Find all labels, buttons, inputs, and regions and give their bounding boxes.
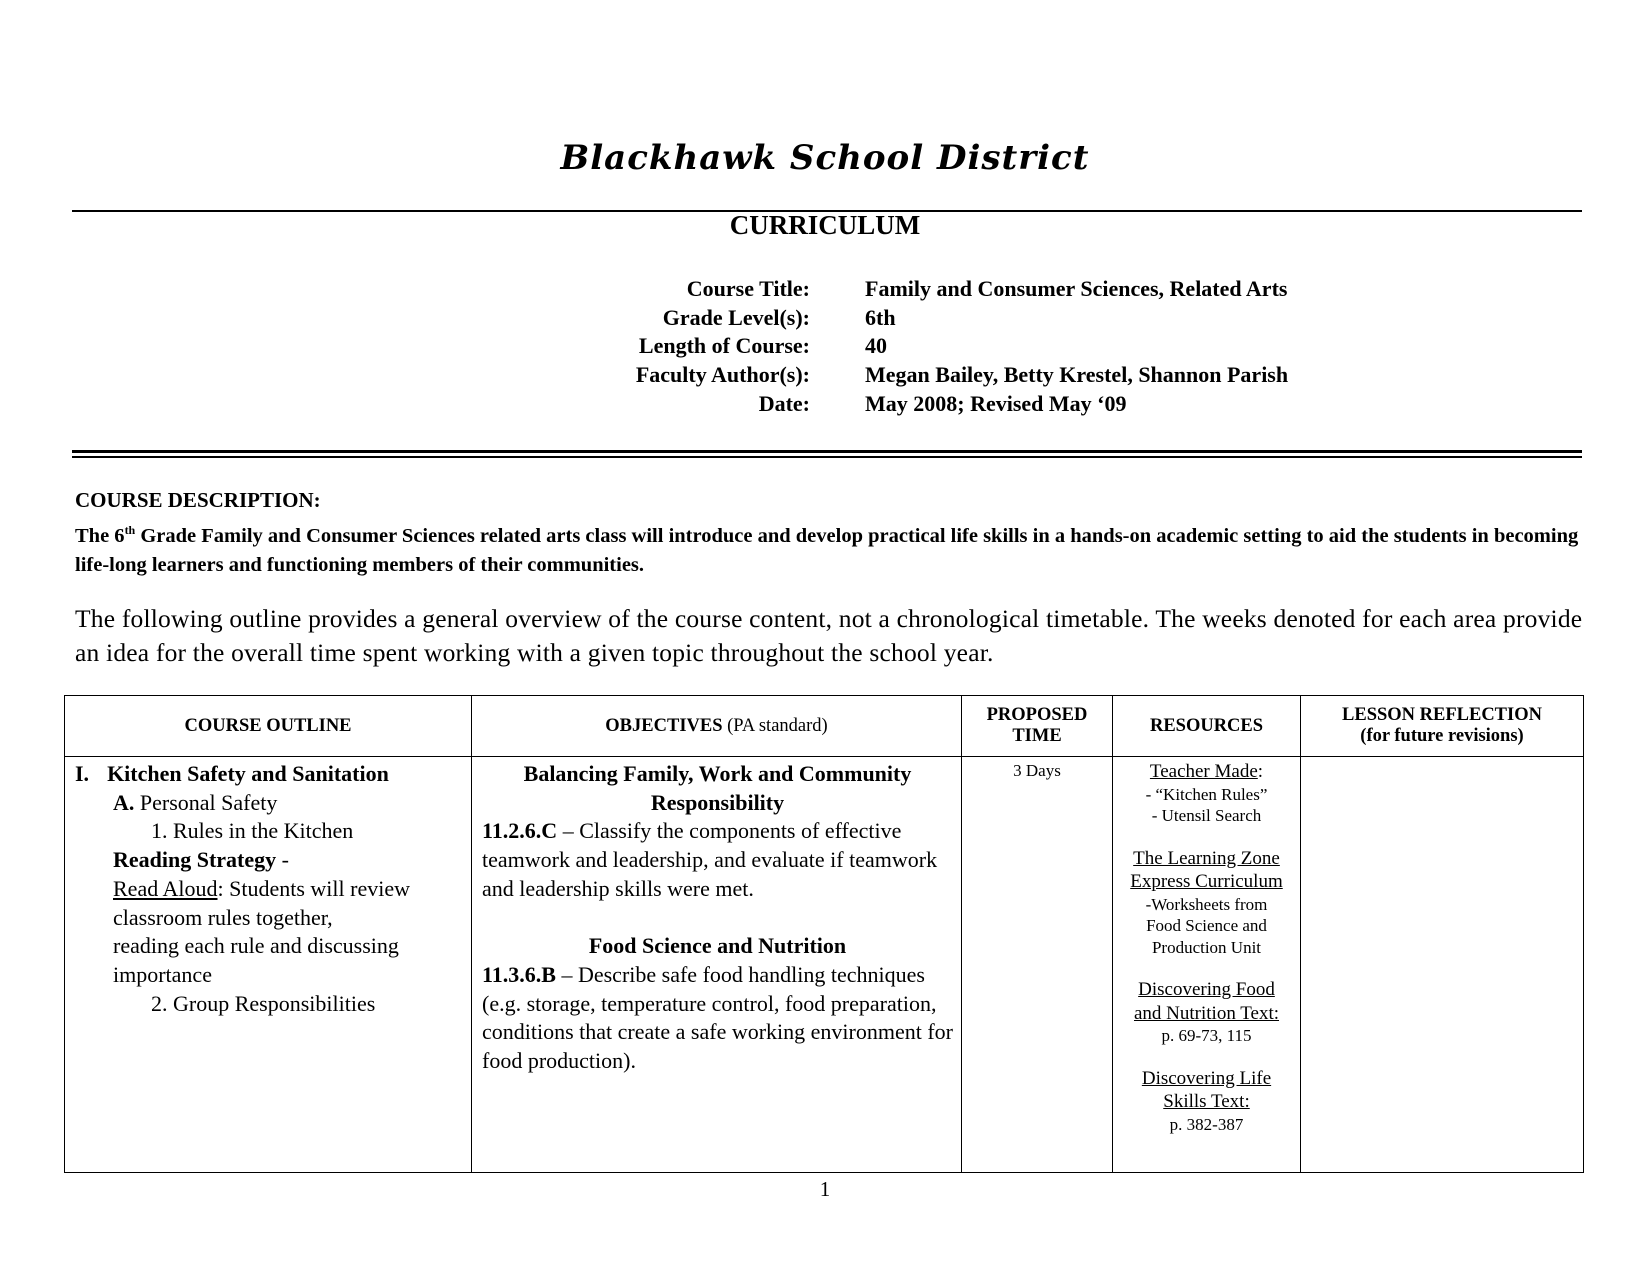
table-header-row	[65, 696, 1584, 757]
resource-heading: The Learning Zone	[1133, 847, 1280, 869]
faculty-authors-value: Megan Bailey, Betty Krestel, Shannon Parish	[865, 362, 1289, 387]
date-label: Date:	[758, 391, 810, 416]
faculty-authors-label: Faculty Author(s):	[635, 362, 810, 387]
section-title: CURRICULUM	[729, 210, 921, 240]
standard-code: 11.3.6.B	[482, 961, 556, 987]
resource-heading: Discovering Life	[1141, 1067, 1272, 1089]
header-objectives	[472, 696, 962, 757]
objective-heading: Food Science and Nutrition	[588, 933, 847, 959]
description-post: Grade Family and Consumer Sciences related arts class will introduce and develop practical life skills in a hands-on academic setting to aid the students in becoming life-long learners and functioning members of their communities.	[75, 524, 1579, 576]
grade-level-value: 6th	[865, 305, 896, 330]
page-number: 1	[819, 1177, 831, 1201]
outline-item: 1. Rules in the Kitchen	[151, 818, 354, 844]
objectives-cell	[472, 757, 962, 1173]
course-title-value: Family and Consumer Sciences, Related Arts	[865, 276, 1288, 301]
course-length-value: 40	[865, 333, 887, 358]
teacher-made-label: Teacher Made	[1149, 761, 1258, 782]
read-aloud-line: importance	[113, 961, 212, 987]
read-aloud-text: : Students will review	[217, 875, 410, 901]
resource-item: p. 382-387	[1169, 1114, 1244, 1134]
header-resources: RESOURCES	[1113, 696, 1301, 757]
unit-heading	[75, 760, 463, 789]
read-aloud-label: Read Aloud	[113, 875, 218, 901]
read-aloud-line: reading each rule and discussing	[113, 933, 399, 959]
time-header-line2: TIME	[1012, 726, 1062, 746]
reading-strategy	[75, 846, 463, 875]
standard-code: 11.2.6.C	[482, 818, 558, 844]
subunit	[75, 789, 463, 818]
course-outline-table	[64, 695, 1584, 1173]
resource-heading	[1114, 760, 1299, 784]
header-lesson-reflection	[1301, 696, 1584, 757]
double-rule-top	[72, 450, 1582, 453]
date-value: May 2008; Revised May ‘09	[865, 391, 1127, 416]
objective-heading: Balancing Family, Work and Community Responsibility	[523, 761, 912, 815]
teacher-made-colon: :	[1257, 761, 1264, 782]
proposed-time-cell: 3 Days	[962, 757, 1113, 1173]
outline-item: 2. Group Responsibilities	[151, 990, 376, 1016]
resource-item: - Utensil Search	[1151, 806, 1262, 825]
subunit-title: Personal Safety	[134, 789, 278, 815]
reading-strategy-label: Reading Strategy	[113, 847, 277, 873]
time-header-line1: PROPOSED	[986, 705, 1088, 725]
subunit-letter: A.	[113, 789, 135, 815]
unit-title: Kitchen Safety and Sanitation	[107, 761, 389, 786]
course-description-text	[75, 516, 1590, 580]
objectives-header-normal: (PA standard)	[722, 715, 828, 736]
standard-text: – Describe safe food handling techniques (e.g. storage, temperature control, food preparation, conditions that create a safe working environment for food production).	[482, 961, 954, 1074]
objectives-header-bold: OBJECTIVES	[605, 715, 723, 736]
unit-number: I.	[75, 761, 90, 786]
read-aloud-line: classroom rules together,	[113, 904, 333, 930]
resource-item: p. 69-73, 115	[1161, 1026, 1252, 1045]
resource-heading: Skills Text:	[1163, 1091, 1250, 1112]
header-proposed-time	[962, 696, 1113, 757]
read-aloud-line	[75, 875, 463, 904]
reflection-header-line2: (for future revisions)	[1360, 726, 1524, 746]
course-length-label: Length of Course:	[638, 333, 810, 358]
reading-strategy-dash: -	[276, 847, 289, 873]
resource-item: -Worksheets from	[1145, 894, 1268, 914]
resource-heading: and Nutrition Text:	[1133, 1002, 1280, 1024]
course-description-heading: COURSE DESCRIPTION:	[75, 488, 321, 512]
course-title-label: Course Title:	[686, 276, 810, 301]
standard-text: – Classify the components of effective teamwork and leadership, and evaluate if teamwork and leadership skills were met.	[482, 818, 938, 901]
resource-item: - “Kitchen Rules”	[1145, 784, 1268, 804]
outline-cell	[65, 757, 472, 1173]
standard-item	[482, 961, 953, 1076]
description-sup: th	[124, 523, 136, 537]
table-row	[65, 757, 1584, 1173]
standard-item	[482, 817, 953, 903]
resource-item: Food Science and	[1146, 916, 1267, 935]
lesson-reflection-cell	[1301, 757, 1584, 1173]
district-title: Blackhawk School District	[560, 138, 1090, 178]
resource-heading: Express Curriculum	[1130, 871, 1283, 892]
overview-paragraph: The following outline provides a general overview of the course content, not a chronological timetable. The weeks denoted for each area provide an idea for the overall time spent working with a given topic throughout the school year.	[75, 604, 1583, 667]
grade-level-label: Grade Level(s):	[662, 305, 810, 330]
reflection-header-line1: LESSON REFLECTION	[1342, 705, 1542, 725]
double-rule-bottom	[72, 456, 1582, 458]
resource-heading: Discovering Food	[1138, 979, 1275, 1000]
header-course-outline: COURSE OUTLINE	[65, 696, 472, 757]
resources-cell	[1113, 757, 1301, 1173]
resource-item: Production Unit	[1151, 937, 1262, 957]
description-pre: The 6	[75, 524, 125, 547]
